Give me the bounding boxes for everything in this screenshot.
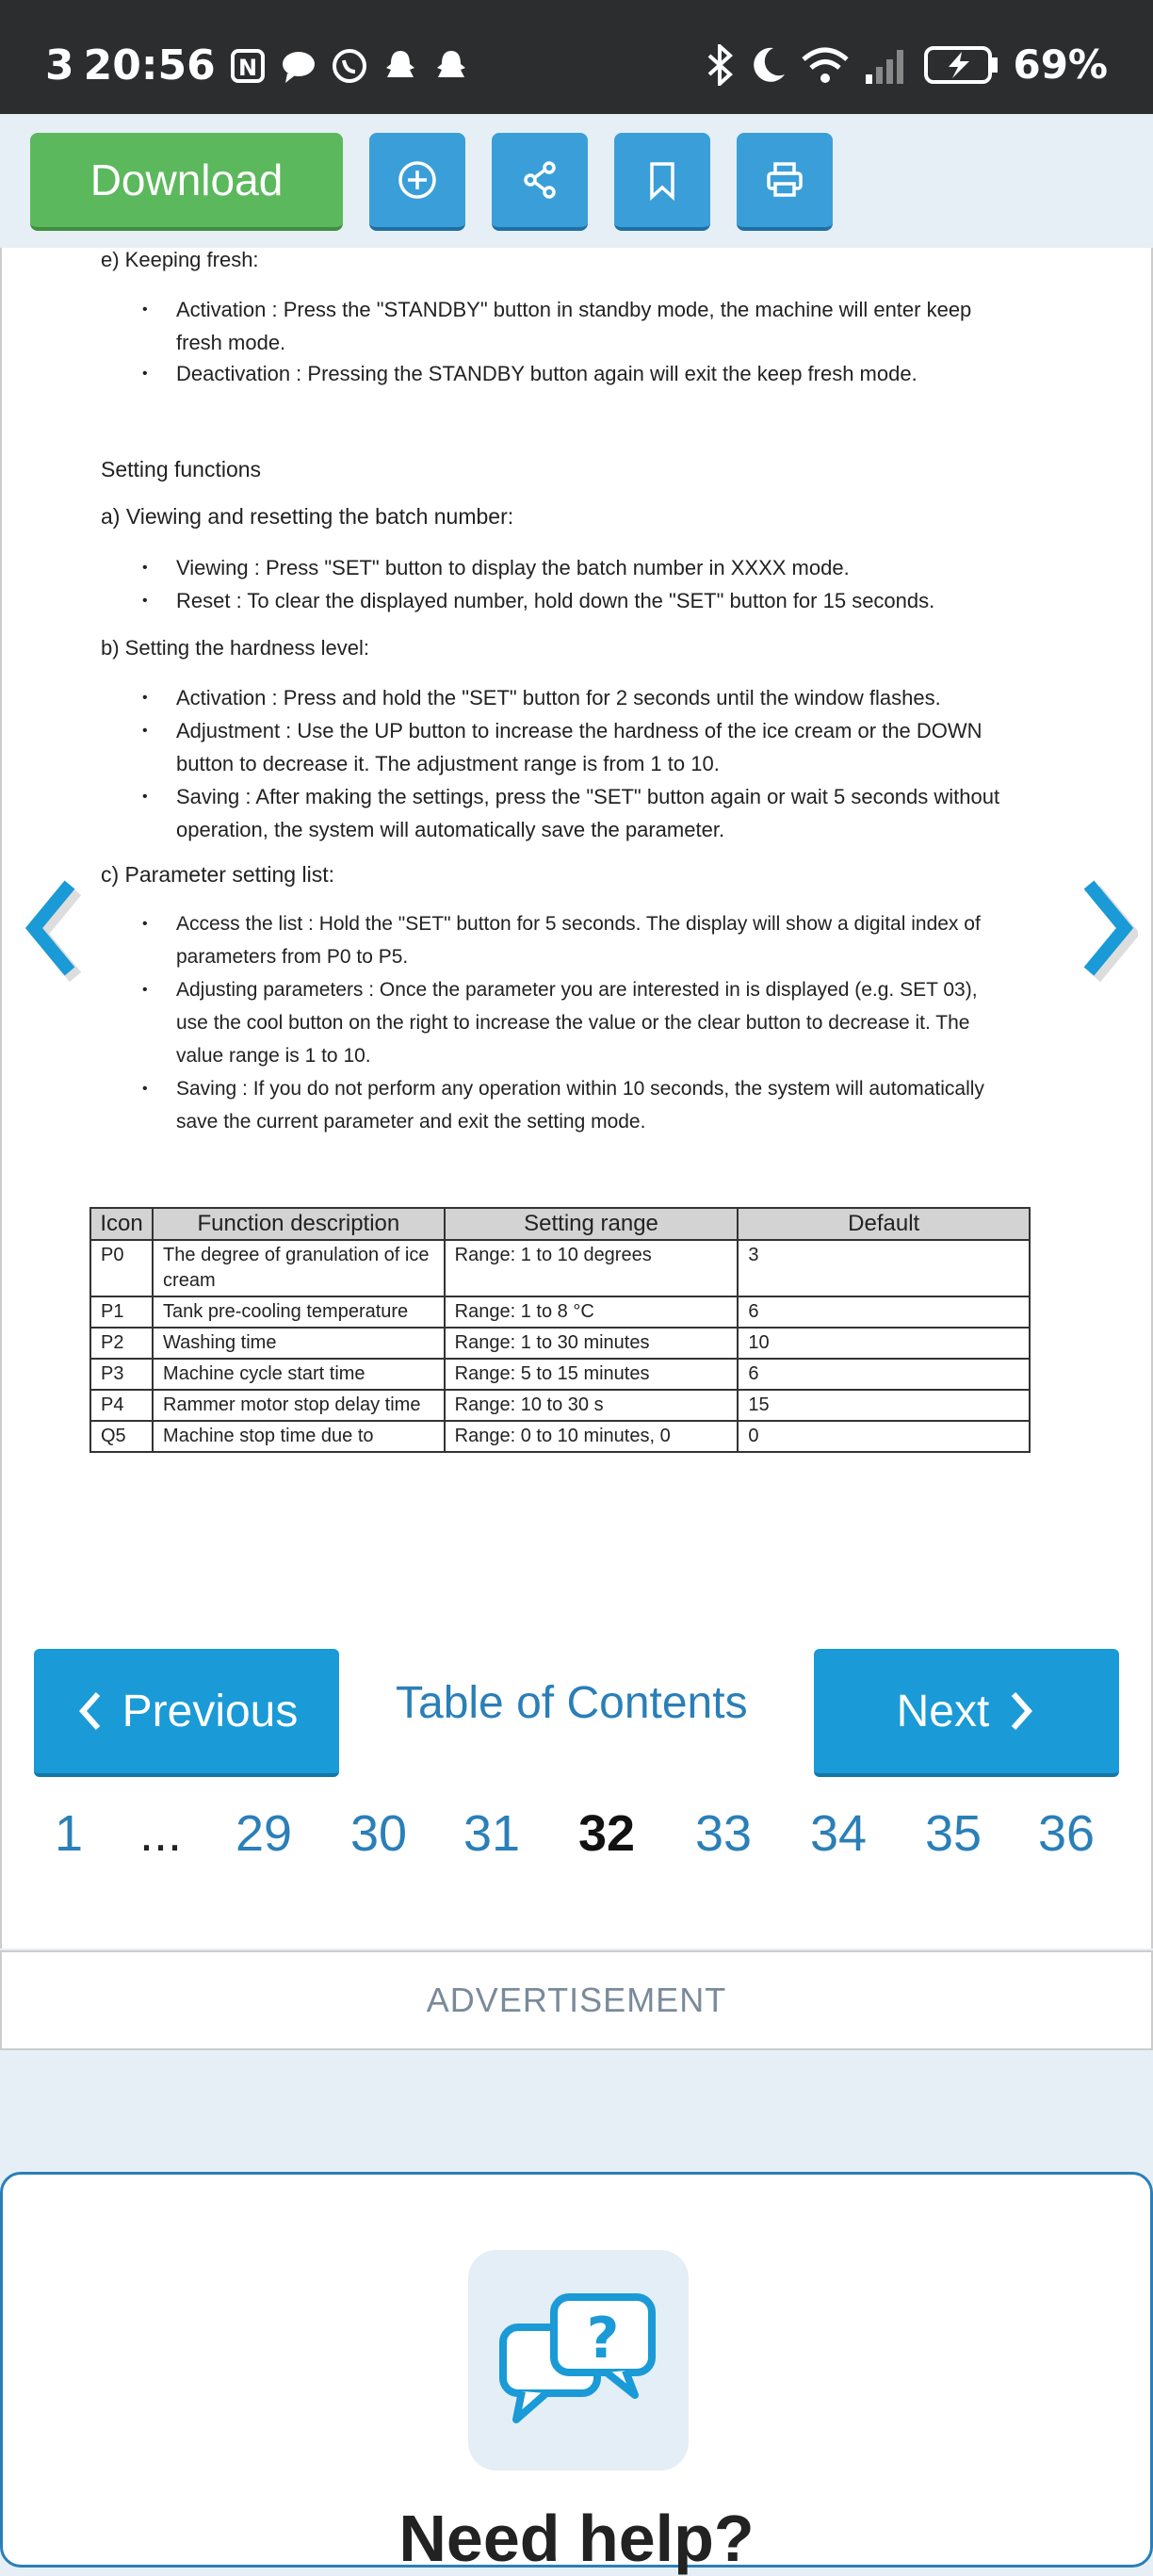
list-item: • Saving : After making the settings, press the "SET" button again or wait 5 seconds without operation, the system will automatically save the parameter. <box>176 780 1005 846</box>
download-button[interactable]: Download <box>30 133 343 231</box>
setting-functions-heading: Setting functions <box>101 457 262 481</box>
status-bar <box>0 0 1153 114</box>
print-button[interactable] <box>737 133 833 231</box>
chevron-left-icon <box>75 1688 104 1734</box>
cell-default: 3 <box>738 1240 1030 1296</box>
cell-function: Washing time <box>153 1328 445 1359</box>
chat-bubble-icon <box>280 47 317 85</box>
page-link[interactable]: 35 <box>925 1805 982 1862</box>
parameter-table <box>89 1207 1031 1453</box>
list-item: • Adjusting parameters : Once the parameter you are interested in is displayed (e.g. SET 03), use the cool button on the right to increase the value or the clear button to decrease it. The value range is 1 to 10. <box>176 973 1005 1072</box>
battery-percent: 69% <box>1013 41 1108 88</box>
keep-fresh-heading: e) Keeping fresh: <box>101 248 259 271</box>
hardness-heading: b) Setting the hardness level: <box>101 636 369 660</box>
cell-icon: P3 <box>90 1359 153 1390</box>
help-title: Need help? <box>398 2502 755 2575</box>
help-chat-icon <box>494 2290 663 2431</box>
chevron-right-icon <box>1008 1688 1036 1734</box>
wifi-icon <box>800 44 851 86</box>
cell-icon: Q5 <box>90 1421 153 1452</box>
status-right <box>704 41 1108 88</box>
clock: 20:56 <box>83 41 216 90</box>
bluetooth-icon <box>704 44 736 86</box>
share-button[interactable] <box>492 133 588 231</box>
cell-default: 6 <box>738 1296 1030 1328</box>
table-of-contents-link[interactable]: Table of Contents <box>396 1678 748 1728</box>
list-item: • Saving : If you do not perform any operation within 10 seconds, the system will automatically save the current parameter and exit the setting mode. <box>176 1072 1005 1138</box>
list-item: • Adjustment : Use the UP button to increase the hardness of the ice cream or the DOWN button to decrease it. The adjustment range is from 1 to 10. <box>176 714 1005 780</box>
cell-default: 10 <box>738 1328 1030 1359</box>
cell-default: 15 <box>738 1390 1030 1421</box>
advertisement-label: ADVERTISEMENT <box>0 1950 1153 2050</box>
table-row <box>90 1240 1030 1296</box>
cell-function: Machine stop time due to <box>153 1421 445 1452</box>
cell-default: 0 <box>738 1421 1030 1452</box>
list-item: • Reset : To clear the displayed number, hold down the "SET" button for 15 seconds. <box>176 584 1005 617</box>
cell-function: Rammer motor stop delay time <box>153 1390 445 1421</box>
batch-heading: a) Viewing and resetting the batch number: <box>101 504 514 529</box>
header-range: Setting range <box>445 1208 739 1240</box>
add-button[interactable] <box>369 133 465 231</box>
table-row <box>90 1390 1030 1421</box>
cell-range: Range: 1 to 8 °C <box>445 1296 739 1328</box>
help-card <box>0 2172 1153 2575</box>
current-page: 32 <box>578 1805 636 1862</box>
whatsapp-icon <box>331 47 368 85</box>
list-item: • Deactivation : Pressing the STANDBY button again will exit the keep fresh mode. <box>176 357 1005 390</box>
page-number-list <box>0 1804 1153 1889</box>
bookmark-button[interactable] <box>614 133 710 231</box>
print-icon <box>764 159 805 201</box>
table-header-row <box>90 1208 1030 1240</box>
snapchat-icon-2 <box>432 47 470 85</box>
cell-range: Range: 10 to 30 s <box>445 1390 739 1421</box>
next-button[interactable] <box>814 1649 1119 1777</box>
table-row <box>90 1421 1030 1452</box>
table-row <box>90 1296 1030 1328</box>
page-link[interactable]: 31 <box>463 1805 521 1862</box>
cell-icon: P2 <box>90 1328 153 1359</box>
svg-text:?: ? <box>586 2306 620 2372</box>
header-icon: Icon <box>90 1208 153 1240</box>
cell-range: Range: 1 to 10 degrees <box>445 1240 739 1296</box>
page-ellipsis: ... <box>139 1805 183 1862</box>
page-link[interactable]: 33 <box>695 1805 753 1862</box>
share-icon <box>519 159 560 201</box>
previous-button[interactable] <box>34 1649 339 1777</box>
list-item: • Access the list : Hold the "SET" button for 5 seconds. The display will show a digital index of parameters from P0 to P5. <box>176 907 1005 973</box>
page-link[interactable]: 34 <box>810 1805 868 1862</box>
battery-charging-icon <box>924 44 999 86</box>
cell-range: Range: 5 to 15 minutes <box>445 1359 739 1390</box>
header-default: Default <box>738 1208 1030 1240</box>
list-item: • Viewing : Press "SET" button to display the batch number in XXXX mode. <box>176 551 1005 584</box>
cell-icon: P0 <box>90 1240 153 1296</box>
cell-range: Range: 0 to 10 minutes, 0 <box>445 1421 739 1452</box>
page-link[interactable]: 30 <box>350 1805 408 1862</box>
next-page-arrow-icon[interactable] <box>1072 872 1138 985</box>
cell-function: Tank pre-cooling temperature <box>153 1296 445 1328</box>
help-icon-container <box>468 2250 689 2470</box>
signal-icon <box>864 44 911 86</box>
nfc-icon <box>229 47 267 85</box>
svg-text:N: N <box>237 54 257 81</box>
snapchat-icon <box>382 47 419 85</box>
moon-icon <box>749 44 787 86</box>
page-link[interactable]: 1 <box>55 1805 84 1862</box>
cell-range: Range: 1 to 30 minutes <box>445 1328 739 1359</box>
list-item: • Activation : Press the "STANDBY" button in standby mode, the machine will enter keep fresh mode. <box>176 293 1005 359</box>
cell-function: Machine cycle start time <box>153 1359 445 1390</box>
plus-icon <box>397 159 438 201</box>
bookmark-icon <box>641 159 683 201</box>
table-row <box>90 1328 1030 1359</box>
previous-label: Previous <box>122 1686 299 1736</box>
parameter-list-heading: c) Parameter setting list: <box>101 862 334 887</box>
cell-icon: P4 <box>90 1390 153 1421</box>
page-link[interactable]: 36 <box>1038 1805 1096 1862</box>
next-label: Next <box>896 1686 990 1736</box>
previous-page-arrow-icon[interactable] <box>21 872 87 985</box>
list-item: • Activation : Press and hold the "SET" button for 2 seconds until the window flashes. <box>176 681 1005 714</box>
cell-icon: P1 <box>90 1296 153 1328</box>
header-function: Function description <box>153 1208 445 1240</box>
table-row <box>90 1359 1030 1390</box>
page-link[interactable]: 29 <box>235 1805 293 1862</box>
cell-default: 6 <box>738 1359 1030 1390</box>
cell-function: The degree of granulation of ice cream <box>153 1240 445 1296</box>
status-left <box>45 41 470 90</box>
document-toolbar <box>0 114 1153 248</box>
notification-count: 3 <box>45 41 74 90</box>
